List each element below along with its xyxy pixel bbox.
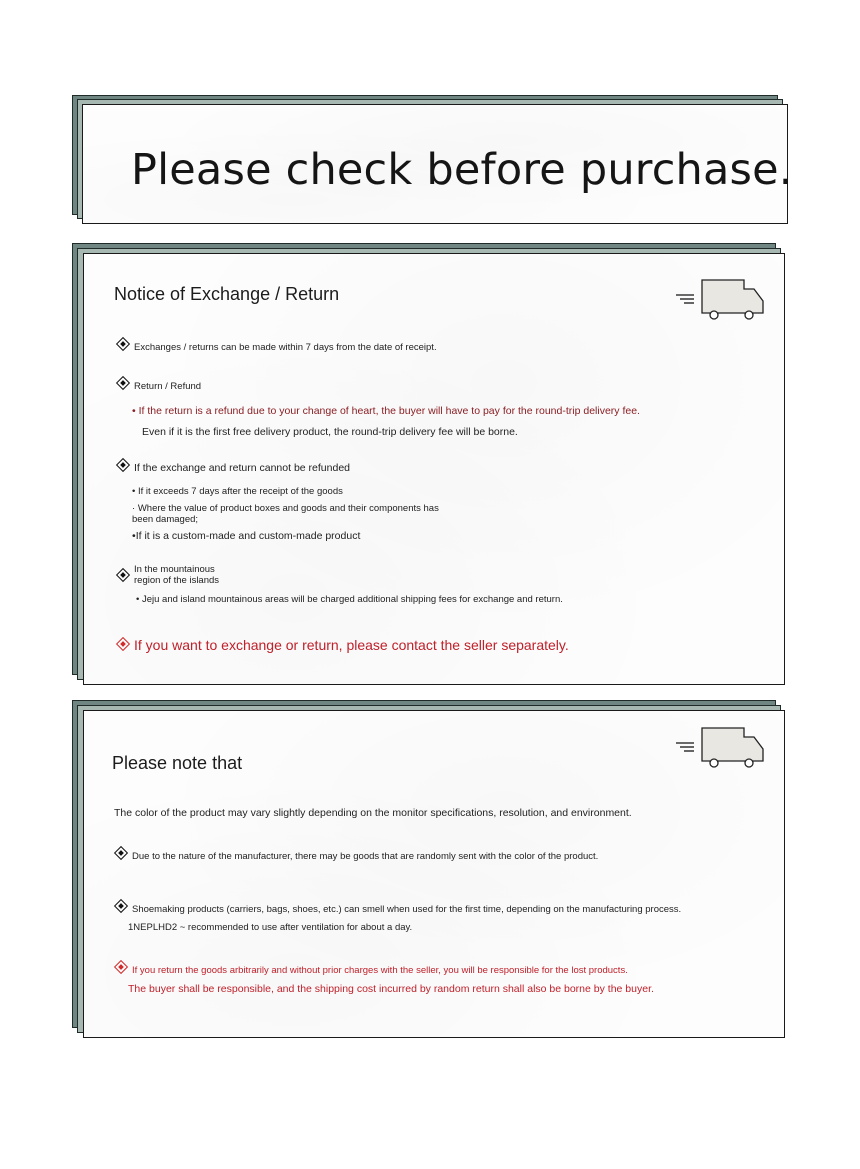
header-card-front (82, 104, 793, 224)
contact-seller-text: If you want to exchange or return, please contact the seller separately. (134, 637, 569, 653)
truck-icon (672, 723, 768, 771)
bullet-dot: · (132, 503, 138, 514)
bullet-dot: • (132, 486, 138, 497)
return-refund-label: Return / Refund (134, 381, 202, 392)
diamond-bullet-icon (114, 899, 128, 913)
notice-card-front (83, 253, 785, 685)
mountain-item (118, 564, 219, 586)
bullet-dot: • (132, 530, 136, 542)
mountain-line-text: Jeju and island mountainous areas will be charged additional shipping fees for exchange and return. (141, 594, 563, 605)
smell-line-1: Shoemaking products (carriers, bags, shoes, etc.) can smell when used for the first time, depending on the manufacturing process. (132, 904, 682, 915)
mountain-line (136, 594, 563, 605)
random-color-text: Due to the nature of the manufacturer, there may be goods that are randomly sent with the color of the product. (132, 851, 599, 862)
not-refunded-3-text: If it is a custom-made and custom-made product (135, 530, 361, 542)
return-refund-item (118, 379, 201, 392)
bullet-dot: • (136, 594, 142, 605)
mountain-label-1: In the mountainous (134, 564, 215, 575)
truck-icon (672, 275, 768, 323)
arbitrary-item (116, 963, 628, 976)
diamond-bullet-icon (116, 458, 130, 472)
not-refunded-label: If the exchange and return cannot be refunded (134, 462, 350, 474)
random-color-item (116, 849, 598, 862)
diamond-bullet-icon (116, 337, 130, 351)
note-card-front (83, 710, 785, 1038)
not-refunded-2-text: Where the value of product boxes and goods and their components has been damaged; (132, 503, 439, 525)
bullet-dot: • (132, 405, 139, 417)
header-card (72, 95, 792, 225)
diamond-bullet-icon (116, 637, 130, 651)
refund-line-1 (132, 405, 640, 417)
diamond-bullet-icon (116, 376, 130, 390)
notice-title: Notice of Exchange / Return (114, 284, 340, 304)
note-title: Please note that (112, 753, 243, 773)
arbitrary-line-1: If you return the goods arbitrarily and without prior charges with the seller, you will be responsible for the lost products. (132, 965, 628, 976)
page-title: Please check before purchase. (131, 145, 793, 195)
not-refunded-item (118, 461, 350, 474)
refund-line-2: Even if it is the first free delivery product, the round-trip delivery fee will be borne. (142, 426, 518, 438)
diamond-bullet-icon (114, 846, 128, 860)
notice-card (72, 243, 788, 687)
within-7-days-text: Exchanges / returns can be made within 7 days from the date of receipt. (134, 342, 437, 353)
within-7-days-item (118, 340, 437, 353)
not-refunded-1-text: If it exceeds 7 days after the receipt of the goods (137, 486, 343, 497)
not-refunded-2 (132, 503, 462, 525)
diamond-bullet-icon (114, 960, 128, 974)
color-vary-text: The color of the product may vary slightly depending on the monitor specifications, resolution, and environment. (114, 807, 632, 819)
contact-seller-item (118, 637, 569, 653)
arbitrary-line-2: The buyer shall be responsible, and the shipping cost incurred by random return shall also be borne by the buyer. (128, 983, 654, 995)
diamond-bullet-icon (116, 568, 130, 582)
refund-line-1-text: If the return is a refund due to your change of heart, the buyer will have to pay for the round-trip delivery fee. (138, 405, 640, 417)
smell-item (116, 902, 681, 915)
not-refunded-3 (132, 530, 360, 542)
not-refunded-1 (132, 486, 343, 497)
note-card (72, 700, 788, 1040)
mountain-label-2: region of the islands (134, 575, 220, 586)
smell-line-2: 1NEPLHD2 ~ recommended to use after ventilation for about a day. (128, 922, 413, 933)
